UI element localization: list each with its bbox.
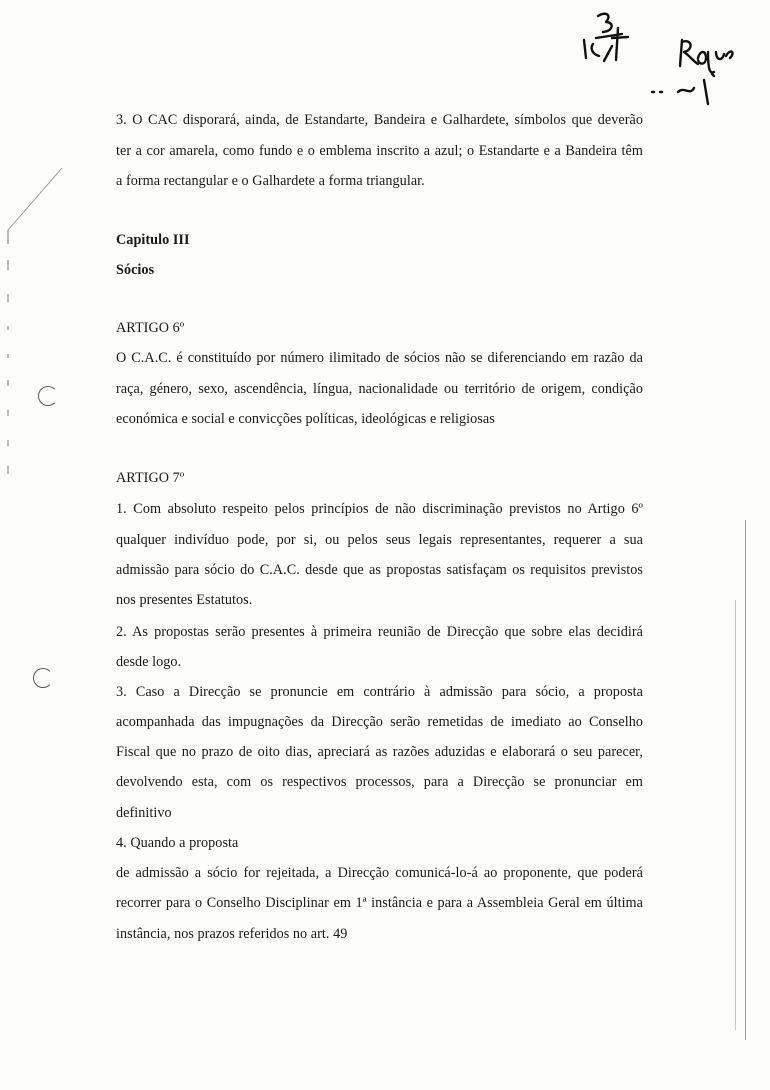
section-heading: Sócios [116, 262, 155, 278]
binder-hole-top [38, 386, 58, 406]
paragraph-line: recorrer para o Conselho Disciplinar em 1ª instância e para a Assembleia Geral em última [116, 895, 643, 911]
binder-hole-bottom [33, 668, 53, 688]
paragraph-line: ter a cor amarela, como fundo e o emblema inscrito a azul; o Estandarte e a Bandeira têm [116, 143, 643, 159]
paragraph-line: Fiscal que no prazo de oito dias, apreciará as razões aduzidas e elaborará o seu parecer, [116, 744, 643, 760]
article-heading: ARTIGO 7º [116, 470, 185, 486]
right-edge-line [745, 520, 746, 1040]
scan-line [0, 0, 80, 260]
paragraph-line: 4. Quando a proposta [116, 835, 239, 851]
paragraph-line: desde logo. [116, 654, 182, 670]
paragraph-line: 2. As propostas serão presentes à primeira reunião de Direcção que sobre elas decidirá [116, 624, 643, 640]
paragraph-line: admissão para sócio do C.A.C. desde que as propostas satisfaçam os requisitos previstos [116, 562, 643, 578]
left-edge-marks [4, 230, 14, 490]
paragraph-line: 3. Caso a Direcção se pronuncie em contrário à admissão para sócio, a proposta [116, 684, 643, 700]
chapter-heading: Capitulo III [116, 232, 190, 248]
right-edge-line-secondary [735, 600, 736, 1030]
paragraph-line: 1. Com absoluto respeito pelos princípios de não discriminação previstos no Artigo 6º [116, 501, 643, 517]
paragraph-line: raça, género, sexo, ascendência, língua, nacionalidade ou território de origem, condição [116, 381, 643, 397]
paragraph-line: instância, nos prazos referidos no art. 49 [116, 926, 348, 942]
handwritten-annotation [0, 0, 770, 130]
paragraph-line: 3. O CAC disporará, ainda, de Estandarte, Bandeira e Galhardete, símbolos que deverão [116, 112, 643, 128]
paragraph-line: acompanhada das impugnações da Direcção serão remetidas de imediato ao Conselho [116, 714, 643, 730]
paragraph-line: económica e social e convicções políticas, ideológicas e religiosas [116, 411, 495, 427]
paragraph-line: definitivo [116, 805, 172, 821]
paragraph-line: a forma rectangular e o Galhardete a forma triangular. [116, 173, 425, 189]
paragraph-line: O C.A.C. é constituído por número ilimitado de sócios não se diferenciando em razão da [116, 350, 643, 366]
article-heading: ARTIGO 6º [116, 320, 185, 336]
paragraph-line: nos presentes Estatutos. [116, 592, 253, 608]
paragraph-line: qualquer indivíduo pode, por si, ou pelos seus legais representantes, requerer a sua [116, 532, 643, 548]
paragraph-line: devolvendo esta, com os respectivos processos, para a Direcção se pronunciar em [116, 774, 643, 790]
paragraph-line: de admissão a sócio for rejeitada, a Direcção comunicá-lo-á ao proponente, que poderá [116, 865, 643, 881]
